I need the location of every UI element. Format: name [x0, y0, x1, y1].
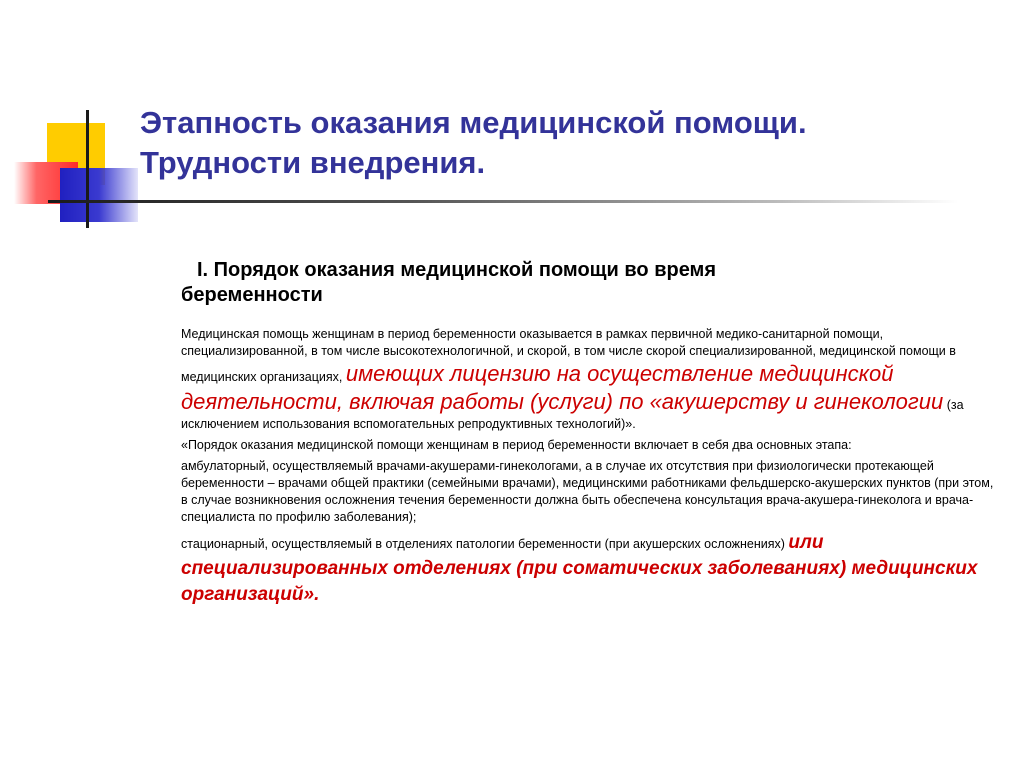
- paragraph-3: амбулаторный, осуществляемый врачами-акушерами-гинекологами, а в случае их отсутствия при физиологически протекающей беременности – врачами общей практики (семейными врачами), медицинскими работниками фельдшерско-акушерских пунктов (при этом, в случае возникновения осложнения течения беременности должна быть обеспечена консультация врача-акушера-гинеколога и врача-специалиста по профилю заболевания);: [181, 459, 994, 524]
- slide-body: [181, 258, 1001, 608]
- paragraph-2: «Порядок оказания медицинской помощи женщинам в период беременности включает в себя два основных этапа:: [181, 438, 852, 452]
- slide-title: [140, 103, 1000, 183]
- blue-square: [60, 168, 138, 222]
- title-line-1: Этапность оказания медицинской помощи.: [140, 105, 807, 140]
- paragraph-4-text: стационарный, осуществляемый в отделениях патологии беременности (при акушерских осложнениях): [181, 537, 789, 551]
- decorative-logo: [0, 0, 140, 240]
- section-heading-line-2: беременности: [181, 284, 323, 306]
- section-heading-line-1: I. Порядок оказания медицинской помощи во время: [197, 259, 717, 281]
- paragraph-1-tail: (за исключением использования вспомогательных репродуктивных технологий)».: [181, 398, 964, 431]
- paragraph-1: [181, 326, 1001, 433]
- title-line-2: Трудности внедрения.: [140, 145, 486, 180]
- paragraph-1-text: Медицинская помощь женщинам в период беременности оказывается в рамках первичной медико-санитарной помощи, специализированной, в том числе высокотехнологичной, и скорой, в том числе скорой специализированной, медицинской помощи в медицинских организациях,: [181, 327, 956, 384]
- paragraph-4-highlight: или специализированных отделениях (при соматических заболеваниях) медицинских организаций».: [181, 532, 978, 605]
- section-heading: [181, 258, 1001, 308]
- paragraph-1-highlight: имеющих лицензию на осуществление медицинской деятельности, включая работы (услуги) по «акушерству и гинекологии: [181, 361, 944, 414]
- paragraph-4: [181, 530, 1001, 608]
- title-divider: [48, 200, 958, 203]
- vertical-rule: [86, 110, 89, 228]
